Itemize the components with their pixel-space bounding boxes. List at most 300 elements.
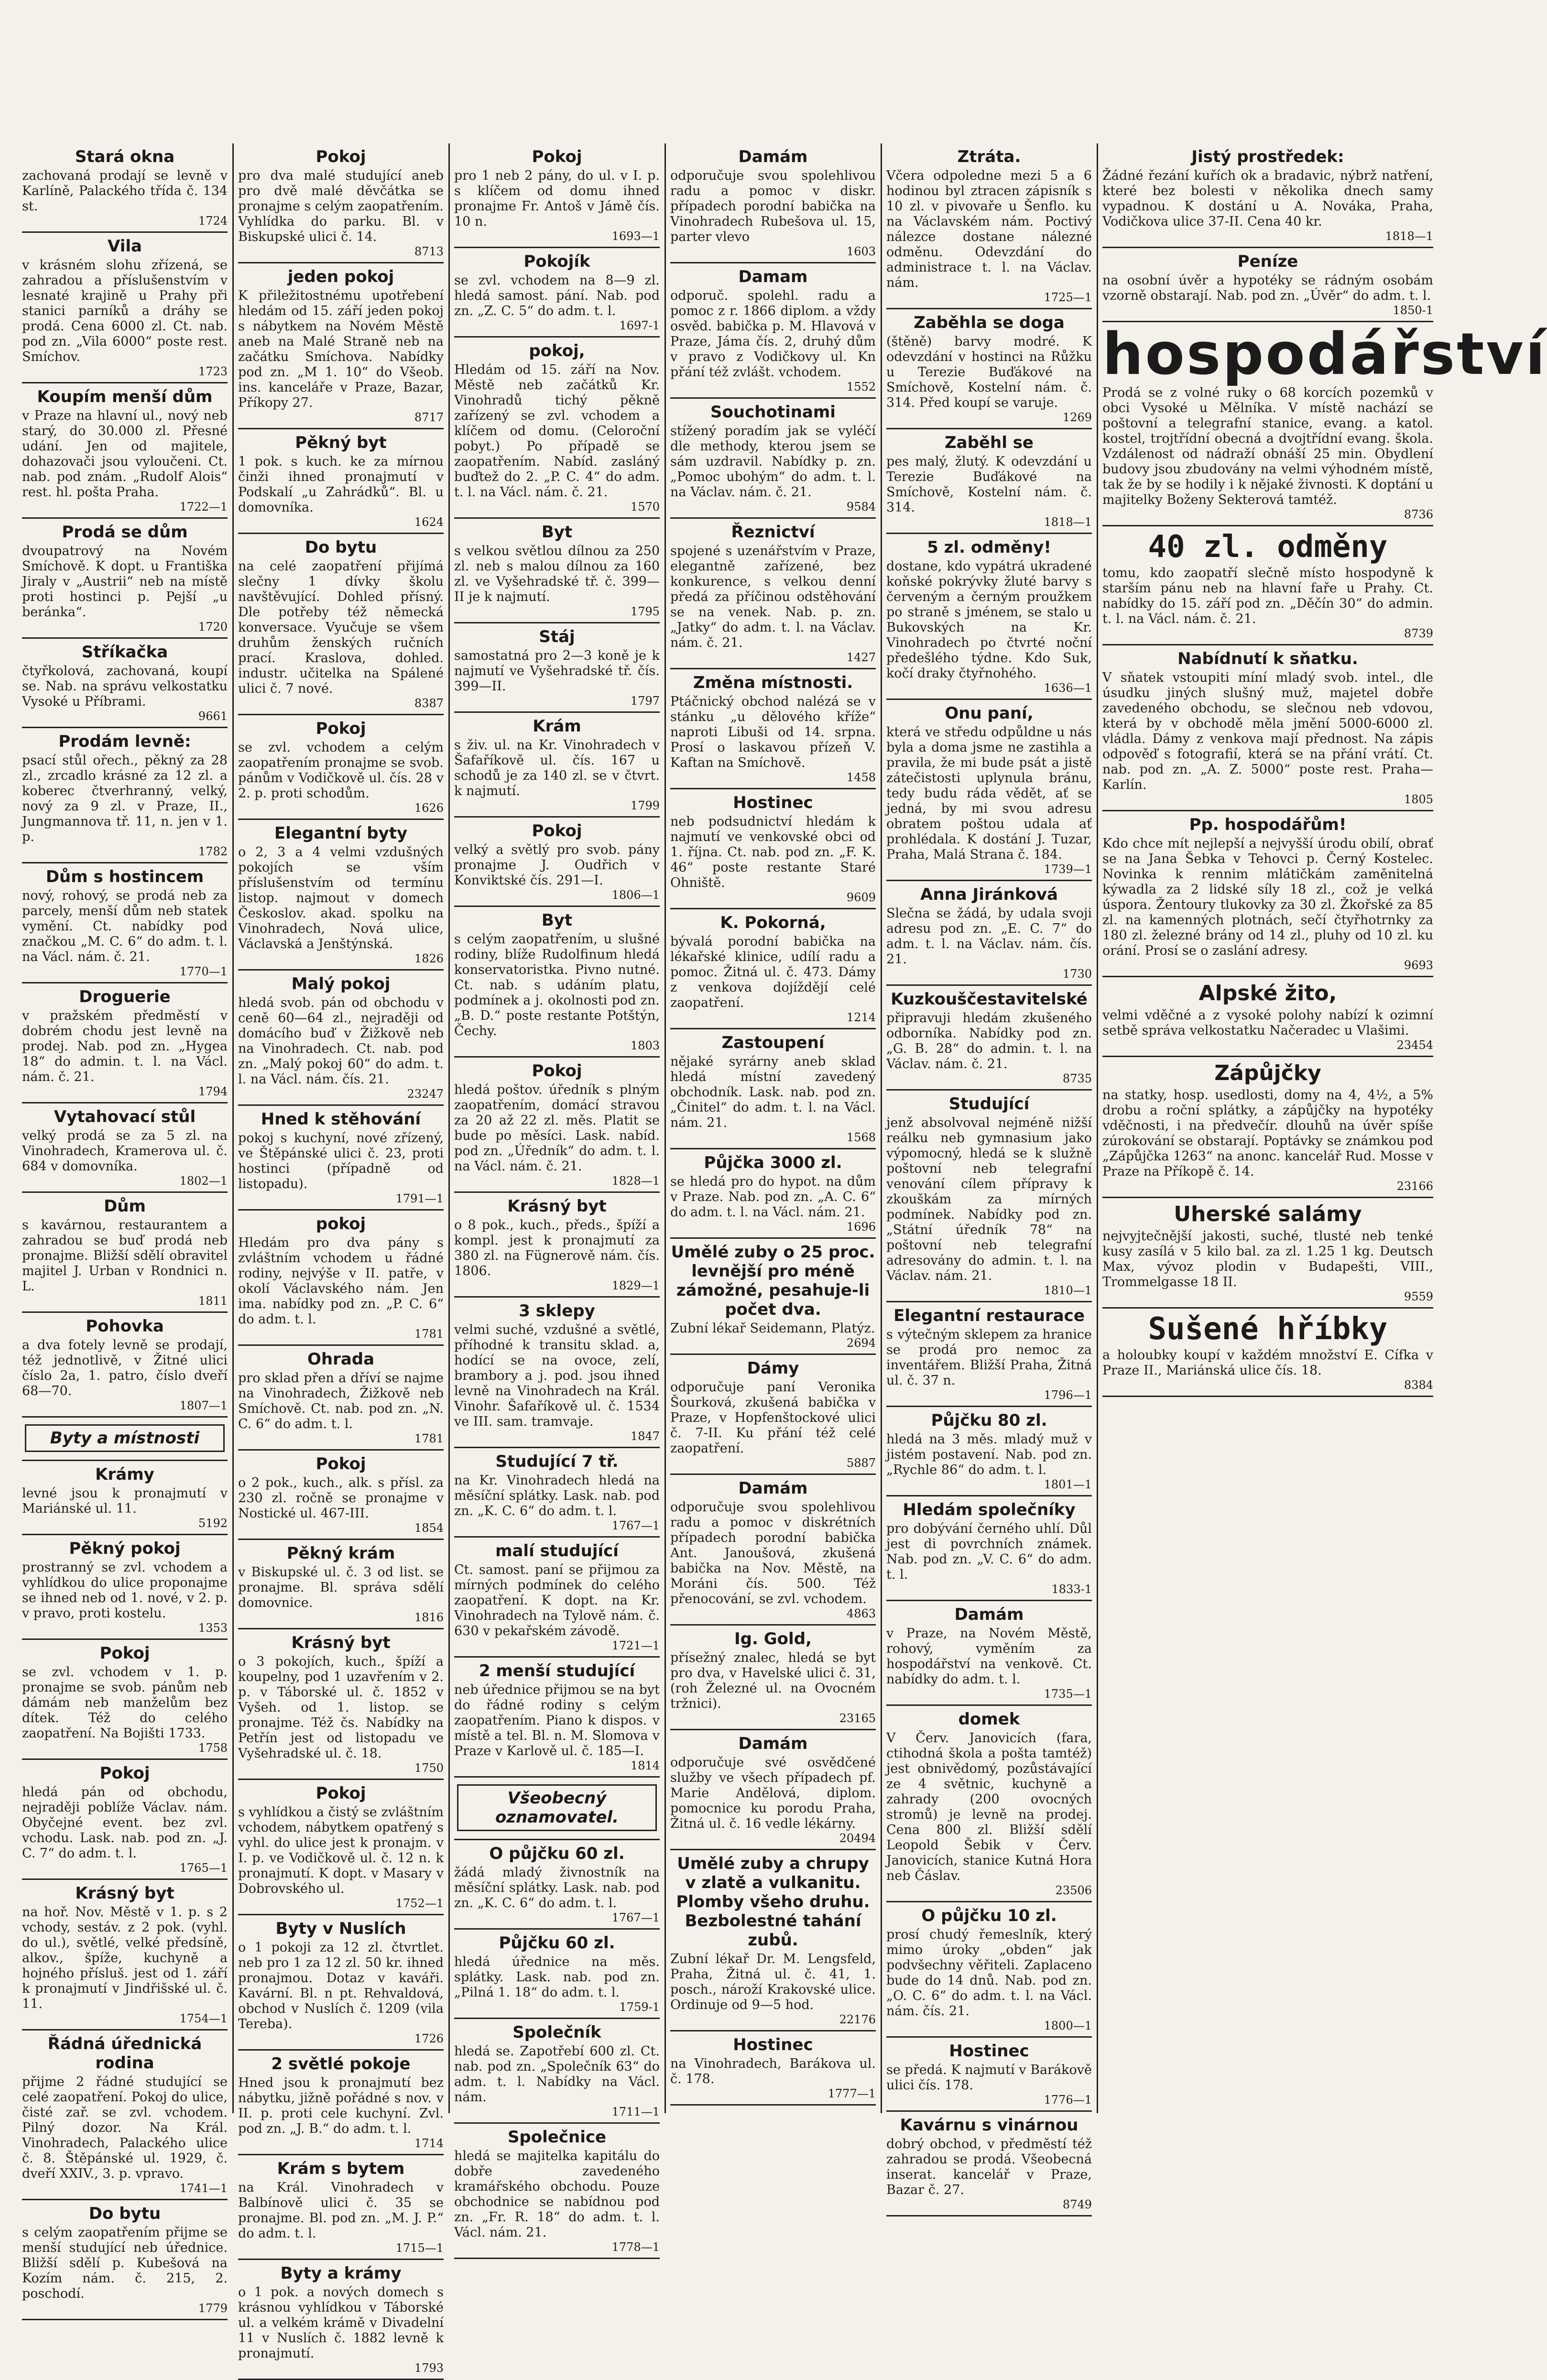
ad-title: Kuzkouščestavitelské xyxy=(891,990,1088,1009)
ad-number: 1721—1 xyxy=(611,1639,660,1652)
classified-ad xyxy=(454,143,660,248)
classified-ad xyxy=(454,1840,660,1930)
ad-title: malí studující xyxy=(495,1541,619,1561)
ad-number: 1828—1 xyxy=(611,1174,660,1188)
ad-body: hledá pán od obchodu, nejraději poblíže Václav. nám. Obyčejné event. bez zvl. vchodu. Lask. nab. pod zn. „J. C. 7“ do adm. t. l. xyxy=(22,1785,228,1861)
ad-title: Krámy xyxy=(95,1465,154,1484)
ad-number: 1794 xyxy=(198,1085,228,1098)
ad-title: Zastoupení xyxy=(721,1033,825,1052)
classified-ad xyxy=(1102,645,1433,811)
classified-ad xyxy=(1102,1057,1433,1198)
classified-ad xyxy=(454,248,660,338)
ad-number: 1805 xyxy=(1404,793,1433,806)
ad-body: hledá na 3 měs. mladý muž v jistém postavení. Nab. pod zn. „Rychle 86“ do adm. t. l. xyxy=(886,1432,1092,1477)
ad-number: 1803 xyxy=(630,1039,660,1052)
classified-ad xyxy=(670,1730,876,1850)
ad-body: hledá se majitelka kapitálu do dobře zavedeného kramářského obchodu. Pouze obchodnice se nabídnou pod zn. „Fr. R. 18“ do adm. t. l. Václ. nám. 21. xyxy=(454,2149,660,2240)
column-rule xyxy=(448,143,450,2113)
ad-title: Alpské žito, xyxy=(1198,981,1337,1005)
ad-body: na celé zaopatření přijímá slečny 1 dívky školu navštěvující. Dohled přísný. Dle potřeby též německá konversace. Vyučuje se všem druhům ženských ručních prací. Kraslova, dohled. industr. učitelka na Spálené ulici č. 7 nové. xyxy=(238,559,444,696)
ad-title: Zaběhla se doga xyxy=(914,313,1065,332)
ad-title: 40 zl. odměny xyxy=(1148,529,1388,565)
ad-body: Hned jsou k pronajmutí bez nábytku, jižně pořádné s nov. v II. p. proti cele kuchyní. Zvl. pod zn. „J. B.“ do adm. t. l. xyxy=(238,2075,444,2136)
classified-ad xyxy=(886,1302,1092,1407)
ad-body: hledá svob. pán od obchodu v ceně 60—64 zl., nejraději od domácího buď v Žižkově neb na Vinohradech. Ct. nab. pod zn. „Malý pokoj 60“ do adm. t. l. na Václ. nám. čís. 21. xyxy=(238,995,444,1087)
ad-number: 9693 xyxy=(1404,959,1433,972)
ad-body: Včera odpoledne mezi 5 a 6 hodinou byl ztracen zápisník s 10 zl. v pivovaře u Šenflo. ku na Václavském nám. Poctivý nálezce dostane nálezné odměnu. Odevzdání do administrace t. l. na Václav. nám. xyxy=(886,168,1092,290)
ad-title: Studující xyxy=(948,1094,1030,1114)
ad-number: 1799 xyxy=(630,799,660,812)
ad-title: Byt xyxy=(541,523,573,542)
ad-body: na Vinohradech, Barákova ul. č. 178. xyxy=(670,2056,876,2086)
ad-number: 1806—1 xyxy=(611,888,660,902)
ad-body: pes malý, žlutý. K odevzdání u Terezie Buďákové na Smíchově, Kostelní nám. č. 314. xyxy=(886,454,1092,515)
classified-ad xyxy=(22,383,228,519)
classified-ad xyxy=(886,1601,1092,1706)
ad-body: Hledám od 15. září na Nov. Městě neb začátků Kr. Vinohradů tichý pěkně zařízený se zvl. vchodem a klíčem od domu. (Celoroční pobyt.) Po případě se zaopatřením. Nabíd. zasláný buďtež do 2. „P. C. 4“ do adm. t. l. na Václ. nám. č. 21. xyxy=(454,362,660,500)
ad-title: Dům xyxy=(104,1197,146,1216)
classified-ad xyxy=(886,143,1092,309)
ad-body: připravuji hledám zkušeného odborníka. Nabídky pod zn. „G. B. 28“ do admin. t. l. na Václav. nám. č. 21. xyxy=(886,1011,1092,1071)
ad-title: Pěkný pokoj xyxy=(69,1539,181,1558)
ad-title: Hostinec xyxy=(949,2042,1029,2061)
classified-ad xyxy=(1102,811,1433,977)
ad-number: 9559 xyxy=(1404,1290,1433,1303)
ad-number: 1793 xyxy=(414,2361,444,2375)
ad-body: hledá úřednice na měs. splátky. Lask. nab. pod zn. „Pilná 1. 18“ do adm. t. l. xyxy=(454,1954,660,2000)
ad-body: nejvyjtečnější jakosti, suché, tlusté neb tenké kusy zasílá v 5 kilo bal. za zl. 1.25 1 kg. Deutsch Max, vývoz plodin v Budapešti, VIII., Trommelgasse 18 II. xyxy=(1102,1229,1433,1289)
ad-body: o 2, 3 a 4 velmi vzdušných pokojích se vším příslušenstvím od termínu listop. najmout v domech Českoslov. akad. spolku na Vinohradech, Nová ulice, Václavská a Jenštýnská. xyxy=(238,845,444,951)
ad-body: odporučuje svou spolehlivou radu a pomoc v diskrétních případech porodní babička Ant. Janoušová, zkušená babička na Nov. Městě, na Moráni čís. 500. Též přenocování, se zvl. vchodem. xyxy=(670,1500,876,1606)
ad-body: Ptáčnický obchod nalézá se v stánku „u dělového kříže“ naproti Libuši od 14. srpna. Prosí o laskavou přízeň V. Kaftan na Smíchově. xyxy=(670,694,876,770)
ad-body: Kdo chce mít nejlepší a nejvyšší úrodu obilí, obrať se na Jana Šebka v Tehovci p. Černý Kostelec. Novinka k rennim mlátičkám zaměnitelná kýwadla za 2 lidské síly 18 zl., což je velká úspora. Žentoury tlukovky za 30 zl. Žkořské za 85 zl. na kamenných plotnách, sečí čtyřhotrnky za 180 zl. železné brány od 14 zl., pluhy od 10 zl. ku orání. Prosí se o zaslání adresy. xyxy=(1102,836,1433,958)
ad-body: na Kr. Vinohradech hledá na měsíční splátky. Lask. nab. pod zn. „K. C. 6“ do adm. t. l. xyxy=(454,1473,660,1518)
ad-number: 1568 xyxy=(846,1131,876,1144)
ad-title: Byt xyxy=(541,911,573,930)
ad-title: Pp. hospodářům! xyxy=(1189,815,1347,834)
column-4 xyxy=(666,143,880,2113)
ad-body: žádá mladý živnostník na měsíční splátky. Lask. nab. pod zn. „K. C. 6“ do adm. t. l. xyxy=(454,1865,660,1911)
ad-title: Prodám levně: xyxy=(58,732,191,751)
ad-title: Řeznictví xyxy=(731,523,815,542)
ad-number: 1741—1 xyxy=(179,2182,228,2195)
ad-body: Zubní lékař Dr. M. Lengsfeld, Praha, Žitná ul. č. 41, 1. posch., nároží Krakovské ulice. Ordinuje od 9—5 hod. xyxy=(670,1952,876,2012)
classified-ad xyxy=(238,820,444,971)
classified-ad xyxy=(886,2112,1092,2216)
ad-number: 1552 xyxy=(846,380,876,393)
ad-number: 1214 xyxy=(846,1011,876,1024)
ad-body: spojené s uzenářstvím v Praze, elegantně zařízené, bez konkurence, s velkou denní předá za příčinou odstěhování se na venek. Nab. p. zn. „Jatky“ do adm. t. l. na Václav. nám. č. 21. xyxy=(670,544,876,650)
ad-title: Pokoj xyxy=(532,1061,582,1081)
classified-ad xyxy=(670,143,876,263)
ad-number: 1693—1 xyxy=(611,229,660,243)
ad-body: se předá. K najmutí v Barákově ulici čís. 178. xyxy=(886,2063,1092,2093)
newspaper-page xyxy=(18,143,1547,2375)
classified-ad xyxy=(238,1780,444,1915)
ad-body: 1 pok. s kuch. ke za mírnou činži ihned pronajmutí v Podskalí „u Zahrádků“. Bl. u domovníka. xyxy=(238,454,444,515)
ad-number: 1778—1 xyxy=(611,2240,660,2254)
ad-title: Změna místnosti. xyxy=(693,673,853,692)
ad-title: O půjčku 10 zl. xyxy=(921,1906,1057,1925)
ad-title: Pokoj xyxy=(316,147,366,166)
ad-number: 1776—1 xyxy=(1044,2093,1092,2107)
classified-ad xyxy=(22,143,228,233)
ad-body: pro dva malé studující aneb pro dvě malé děvčátka se pronajme s celým zaopatřením. Vyhlídka do parku. Bl. v Biskupské ulici č. 14. xyxy=(238,168,444,244)
ad-body: velký a světlý pro svob. pány pronajme J. Oudřich v Konviktské čís. 291—I. xyxy=(454,842,660,888)
classified-ad xyxy=(22,983,228,1103)
ad-title: Byty v Nuslích xyxy=(275,1919,406,1938)
column-3 xyxy=(450,143,664,2254)
ad-body: o 8 pok., kuch., předs., špíží a kompl. jest k pronajmutí za 380 zl. na Fügnerově nám. čís. 1806. xyxy=(454,1218,660,1278)
classified-ad xyxy=(670,1355,876,1475)
ad-number: 1797 xyxy=(630,694,660,708)
classified-ad xyxy=(238,263,444,429)
ad-title: Krám xyxy=(533,717,581,736)
ad-title: Všeobecný oznamovatel. xyxy=(457,1784,657,1831)
classified-ad xyxy=(22,863,228,983)
classified-ad xyxy=(886,429,1092,534)
ad-body: s kavárnou, restaurantem a zahradou se buď prodá neb pronajme. Bližší sdělí obravitel majitel J. Urban v Rondnici n. L. xyxy=(22,1218,228,1294)
classified-ad xyxy=(238,1451,444,1540)
ad-number: 1814 xyxy=(630,1759,660,1772)
ad-title: Půjčku 60 zl. xyxy=(499,1933,615,1953)
ad-title: Hostinec xyxy=(733,2035,813,2054)
ad-title: Damám xyxy=(738,1479,808,1498)
ad-body: v krásném slohu zřízená, se zahradou a příslušenstvím v lesnaté krajině u Prahy při stanici parníků a dráhy se prodá. Cena 6000 zl. Ct. nab. pod zn. „Vila 6000“ poste rest. Smíchov. xyxy=(22,258,228,364)
ad-title: Pokoj xyxy=(99,1644,150,1663)
ad-body: pro dobývání černého uhlí. Důl jest di povrchních známek. Nab. pod zn. „V. C. 6“ do adm. t. l. xyxy=(886,1521,1092,1582)
ad-body: prostranný se zvl. vchodem a vyhlídkou do ulice proponajme se ihned neb od 1. nové, v 2. p. v pravo, proti kostelu. xyxy=(22,1560,228,1621)
ad-title: Souchotinami xyxy=(710,403,836,422)
ad-body: K přiležitostnému upotřebení hledám od 15. září jeden pokoj s nábytkem na Novém Městě aneb na Malé Straně neb na začátku Smíchova. Nabídky pod zn. „M 1. 10“ do Všeob. ins. kanceláře v Praze, Bazar, Příkopy 27. xyxy=(238,288,444,410)
classified-ad xyxy=(238,1106,444,1211)
ad-title: Byty a místnosti xyxy=(25,1424,225,1452)
ad-body: dobrý obchod, v předměstí též zahradou se prodá. Všeobecná inserat. kancelář v Praze, Bazar č. 27. xyxy=(886,2137,1092,2197)
ad-title: Hned k stěhování xyxy=(261,1110,421,1129)
column-6 xyxy=(1099,143,1547,2113)
ad-number: 1850-1 xyxy=(1393,304,1433,317)
ad-number: 1829—1 xyxy=(611,1279,660,1292)
classified-ad xyxy=(238,1629,444,1780)
classified-ad xyxy=(670,1029,876,1149)
ad-number: 1777—1 xyxy=(828,2087,876,2100)
classified-ad xyxy=(886,1706,1092,1902)
classified-ad xyxy=(454,1298,660,1448)
ad-number: 1752—1 xyxy=(395,1897,444,1910)
ad-title: Pokoj xyxy=(316,1454,366,1474)
classified-ad xyxy=(670,669,876,789)
ad-body: s celým zaopatřením, u slušné rodiny, blíže Rudolfinum hledá konservatoristka. Pivno nutné. Ct. nab. s udáním platu, podmínek a j. okolnosti pod zn. „B. D.“ poste restante Potštýn, Čechy. xyxy=(454,932,660,1038)
classified-ad xyxy=(454,623,660,713)
ad-body: přísežný znalec, hledá se byt pro dva, v Havelské ulici č. 31, (roh Železné ul. na Ovocném tržnici). xyxy=(670,1650,876,1711)
classified-ad xyxy=(22,2031,228,2200)
ad-title: Pokoj xyxy=(316,719,366,738)
classified-ad xyxy=(1102,143,1433,248)
ad-body: (štěně) barvy modré. K odevzdání v hostinci na Růžku u Terezie Buďákové na Smíchově, Kostelní nám. č. 314. Před koupí se varuje. xyxy=(886,334,1092,410)
ad-title: Společnice xyxy=(507,2128,607,2147)
ad-title: Řádná úřednická rodina xyxy=(47,2034,202,2073)
classified-ad xyxy=(238,1540,444,1629)
ad-body: dostane, kdo vypátrá ukradené koňské pokrývky žluté barvy s červeným a černým proužkem po straně s jménem, se stalo u Bukovských na Kr. Vinohradech po čtvrté noční předešlého týdne. Kdo Suk, kočí draky čtyřnohého. xyxy=(886,559,1092,681)
ad-number: 1722—1 xyxy=(179,500,228,513)
classified-ad xyxy=(22,1760,228,1880)
ad-body: tomu, kdo zaopatří slečně místo hospodyně k starším pánu neb na hlavní faře u Prahy. Ct. nabídky do 15. září pod zn. „Děčín 30“ do admin. t. l. na Václ. nám. č. 21. xyxy=(1102,566,1433,626)
ad-body: bývalá porodní babička na lékařské klinice, udílí radu a pomoc. Žitná ul. č. 473. Dámy z venkova dojíždějí celé zaopatření. xyxy=(670,934,876,1010)
ad-body: nový, rohový, se prodá neb za parcely, menší dům neb statek vymění. Ct. nabídky pod značkou „M. C. 6“ do adm. t. l. na Václ. nám. č. 21. xyxy=(22,888,228,964)
ad-number: 1697-1 xyxy=(619,319,660,332)
classified-ad xyxy=(22,1640,228,1760)
ad-body: jenž absolvoval nejméně nižší reálku neb gymnasium jako výpomocný, hledá se k služně poštovní neb telegrafní venování cílem přípravy k zkouškám za mírných podmínek. Nabídky pod zn. „Státní úředník 78“ na poštovní neb telegrafní adresovány do admin. t. l. na Václav. nám. 21. xyxy=(886,1115,1092,1283)
ad-body: odporučuje své osvědčené služby ve všech případech pf. Marie Andělová, diplom. pomocnice ku porodu Praha, Žitná ul. č. 16 vedle lékárny. xyxy=(670,1755,876,1831)
classified-ad xyxy=(670,2031,876,2106)
ad-title: Dům s hostincem xyxy=(45,867,204,886)
ad-body: se zvl. vchodem a celým zaopatřením pronajme se svob. pánům v Vodičkově ul. čís. 28 v 2. p. proti schodům. xyxy=(238,740,444,801)
classified-ad xyxy=(886,700,1092,881)
classified-ad xyxy=(670,1149,876,1239)
ad-number: 23506 xyxy=(1055,1884,1092,1897)
ad-number: 23166 xyxy=(1396,1179,1433,1193)
column-rule xyxy=(665,143,666,2113)
ad-number: 1714 xyxy=(414,2137,444,2150)
ad-number: 1730 xyxy=(1062,967,1092,981)
classified-ad xyxy=(1102,1198,1433,1309)
classified-ad xyxy=(1102,248,1433,322)
ad-body: na statky, hosp. usedlosti, domy na 4, 4½, a 5% drobu a roční splátky, a zápůjčky na hypotéky vděčnosti, i na předvečír. dlouhů na úvěr spíše zúrokování se obstarají. Poptávky se známkou pod „Zápůjčka 1263“ na anonc. kancelář Rud. Mosse v Praze na Příkopě č. 14. xyxy=(1102,1088,1433,1179)
ad-body: o 1 pokoji za 12 zl. čtvrtlet. neb pro 1 za 12 zl. 50 kr. ihned pronajmou. Dotaz v kaváři. Kavární. Bl. n pt. Rehvaldová, obchod v Nuslích č. 1209 (vila Tereba). xyxy=(238,1940,444,2031)
ad-title: Půjčka 3000 zl. xyxy=(704,1153,842,1172)
ad-number: 9584 xyxy=(846,500,876,513)
classified-ad xyxy=(22,639,228,728)
ad-number: 1791—1 xyxy=(395,1192,444,1205)
ad-number: 1759-1 xyxy=(619,2000,660,2014)
ad-title: 5 zl. odměny! xyxy=(927,538,1051,557)
ad-number: 1726 xyxy=(414,2032,444,2045)
ad-number: 8387 xyxy=(414,697,444,710)
ad-number: 1781 xyxy=(414,1327,444,1341)
classified-ad xyxy=(22,1103,228,1193)
classified-ad xyxy=(454,713,660,818)
ad-number: 1818—1 xyxy=(1044,515,1092,529)
ad-title: Studující 7 tř. xyxy=(495,1452,619,1471)
ad-body: s celým zaopatřením přijme se menší studující neb úřednice. Bližší sdělí p. Kubešová na Kozím nám. č. 215, 2. poschodí. xyxy=(22,2225,228,2301)
ad-number: 23165 xyxy=(839,1712,876,1725)
ad-number: 1779 xyxy=(198,2302,228,2315)
classified-ad xyxy=(670,263,876,399)
ad-title: Damám xyxy=(738,1734,808,1753)
ad-title: Pokoj xyxy=(532,147,582,166)
ad-title: Anna Jiránková xyxy=(920,885,1058,904)
ad-body: neb podsudnictví hledám k najmutí ve venkovské obci od 1. října. Ct. nab. pod zn. „F. K. 46“ poste restante Staré Ohniště. xyxy=(670,814,876,890)
classified-ad xyxy=(886,881,1092,986)
ad-body: čtyřkolová, zachovaná, koupí se. Nab. na správu velkostatku Vysoké u Příbrami. xyxy=(22,664,228,709)
ad-body: Zubní lékař Seidemann, Platýz. xyxy=(670,1321,875,1336)
ad-body: velmi vděčné a z vysoké polohy nabízí k ozimní setbě správa velkostatku Načeradec u Vlašimi. xyxy=(1102,1008,1433,1038)
ad-title: Krásný byt xyxy=(75,1884,174,1903)
ad-number: 23454 xyxy=(1396,1038,1433,1052)
ad-title: Vila xyxy=(108,237,142,256)
ad-body: odporučuje svou spolehlivou radu a pomoc v diskr. případech porodní babička na Vinohradech Rubešova ul. 15, parter vlevo xyxy=(670,168,876,244)
ad-body: s velkou světlou dílnou za 250 zl. neb s malou dílnou za 160 zl. ve Vyšehradské tř. č. 399—II je k najmutí. xyxy=(454,544,660,604)
ad-body: se hledá pro do hypot. na dům v Praze. Nab. pod zn. „A. C. 6“ do adm. t. l. na Václ. nám. 21. xyxy=(670,1174,876,1220)
ad-title: Hostinec xyxy=(733,793,813,812)
classified-ad xyxy=(886,1902,1092,2038)
ad-number: 8384 xyxy=(1404,1378,1433,1392)
ad-title: Půjčku 80 zl. xyxy=(931,1411,1047,1430)
ad-body: psací stůl ořech., pěkný za 28 zl., zrcadlo krásné za 12 zl. a koberec čtverhranný, velký, nový za 9 zl. v Praze, II., Jungmannova tř. 11, n. jen v 1. p. xyxy=(22,753,228,844)
classified-ad xyxy=(670,909,876,1029)
ad-number: 1723 xyxy=(198,365,228,378)
classified-ad xyxy=(886,1091,1092,1302)
ad-title: Společník xyxy=(512,2023,601,2042)
ad-title: Pohovka xyxy=(86,1317,164,1336)
ad-number: 4863 xyxy=(846,1607,876,1620)
ad-body: s výtečným sklepem za hranice se prodá pro nemoc za inventářem. Bližší Praha, Žitná ul. č. 37 n. xyxy=(886,1327,1092,1388)
classified-ad xyxy=(1102,1309,1433,1397)
ad-number: 1624 xyxy=(414,515,444,529)
ad-body: V Červ. Janovicích (fara, ctihodná škola a pošta tamtéž) jest obnivědomý, pozůstávající ze 4 světnic, kuchyně a zahrady (200 ovocných stromů) je levně na prodej. Cena 800 zl. Bližší sdělí Leopold Šebik v Červ. Janovicích, stanice Kutná Hora neb Čáslav. xyxy=(886,1731,1092,1883)
classified-ad xyxy=(22,1461,228,1535)
ad-number: 1427 xyxy=(846,651,876,664)
ad-number: 22176 xyxy=(839,2013,876,2026)
ad-number: 1800—1 xyxy=(1044,2019,1092,2032)
classified-ad xyxy=(1102,977,1433,1057)
ad-number: 1767—1 xyxy=(611,1519,660,1532)
ad-number: 1570 xyxy=(630,500,660,513)
ad-title: Krásný byt xyxy=(507,1197,607,1216)
classified-ad xyxy=(1102,526,1433,645)
ad-number: 1458 xyxy=(846,771,876,784)
ad-body: pro sklad přen a dříví se najme na Vinohradech, Žižkově neb Smíchově. Ct. nab. pod zn. „N. C. 6“ do adm. t. l. xyxy=(238,1371,444,1431)
ad-title: Zaběhl se xyxy=(945,433,1034,452)
classified-ad xyxy=(454,1538,660,1658)
ad-title: Damám xyxy=(954,1605,1024,1624)
ad-title: Do bytu xyxy=(88,2204,161,2223)
ad-body: dvoupatrový na Novém Smíchově. K dopt. u Františka Jiraly v „Austrii“ neb na místě proti hostinci p. Pejší „u beránka“. xyxy=(22,544,228,620)
classified-ad xyxy=(454,1778,660,1840)
ad-body: zachovaná prodají se levně v Karlíně, Palackého třída č. 134 st. xyxy=(22,168,228,214)
classified-ad xyxy=(670,1475,876,1626)
ad-title: Sušené hříbky xyxy=(1148,1311,1388,1347)
classified-ad xyxy=(454,519,660,623)
classified-ad xyxy=(886,2038,1092,2112)
ad-body: velmi suché, vzdušné a světlé, příhodné k transitu sklad. a, hodící se na ovoce, zelí, brambory a j. pod. jsou ihned levně na Vinohradech na Král. Vinohr. Šafaříkově ul. č. 1534 ve III. sam. tramvaje. xyxy=(454,1322,660,1429)
ad-body: přijme 2 řádné studující se celé zaopatření. Pokoj do ulice, čisté zař. se zvl. vchodem. Pilný dozor. Na Král. Vinohradech, Palackého ulice č. 8. Štěpánské ul. 1929, č. dveří XXIV., 3. p. vpravo. xyxy=(22,2074,228,2181)
ad-number: 8749 xyxy=(1062,2198,1092,2211)
ad-number: 1735—1 xyxy=(1044,1687,1092,1701)
ad-title: Hledám společníky xyxy=(903,1500,1076,1519)
ad-title: Stříkačka xyxy=(81,643,168,662)
classified-ad xyxy=(670,1626,876,1730)
ad-title: Kavárnu s vinárnou xyxy=(900,2116,1079,2135)
classified-ad xyxy=(22,519,228,639)
ad-title: 3 sklepy xyxy=(519,1301,595,1321)
ad-title: Umělé zuby o 25 proc. levnější pro méně zámožné, pesahuje-li počet dva. xyxy=(671,1243,875,1319)
classified-ad xyxy=(22,728,228,863)
ad-title: O půjčku 60 zl. xyxy=(489,1844,625,1863)
ad-title: Ig. Gold, xyxy=(734,1629,812,1649)
classified-ad xyxy=(886,1496,1092,1601)
ad-number: 1353 xyxy=(198,1621,228,1635)
ad-title: Stáj xyxy=(539,627,575,646)
classified-ad xyxy=(670,789,876,909)
ad-title: Nabídnutí k sňatku. xyxy=(1177,649,1358,668)
ad-number: 1715—1 xyxy=(395,2241,444,2255)
ad-title: Elegantní byty xyxy=(274,824,408,843)
ad-title: Jistý prostředek: xyxy=(1191,147,1344,166)
ad-number: 1847 xyxy=(630,1430,660,1443)
ad-title: Vytahovací stůl xyxy=(54,1107,196,1126)
ad-body: Slečna se žádá, by udala svoji adresu pod zn. „E. C. 7“ do adm. t. l. na Václav. nám. čís. 21. xyxy=(886,906,1092,967)
ad-number: 1807—1 xyxy=(179,1399,228,1412)
ad-body: s vyhlídkou a čistý se zvláštním vchodem, nábytkem opatřený s vyhl. do ulice jest k pronajm. v I. p. ve Vodičkově ul. č. 12 n. k pronajmutí. K dopt. v Masary v Dobrovského ul. xyxy=(238,1805,444,1896)
ad-number: 1758 xyxy=(198,1741,228,1755)
ad-number: 1626 xyxy=(414,801,444,815)
ad-title: Pokojík xyxy=(523,252,590,271)
ad-title: jeden pokoj xyxy=(287,267,394,286)
ad-body: na Král. Vinohradech v Balbínově ulici č. 35 se pronajme. Bl. pod zn. „M. J. P.“ do adm. t. l. xyxy=(238,2180,444,2241)
ad-title: Elegantní restaurace xyxy=(893,1306,1085,1325)
ad-number: 1720 xyxy=(198,620,228,633)
ad-body: samostatná pro 2—3 koně je k najmutí ve Vyšehradské tř. čís. 399—II. xyxy=(454,648,660,694)
ad-title: Malý pokoj xyxy=(291,974,391,993)
ad-number: 1754—1 xyxy=(179,2012,228,2025)
classified-ad xyxy=(886,986,1092,1091)
column-rule xyxy=(232,143,234,2113)
ad-body: v Biskupské ul. č. 3 od list. se pronajme. Bl. správa sdělí domovnice. xyxy=(238,1565,444,1610)
classified-ad xyxy=(238,2051,444,2155)
classified-ad xyxy=(22,1535,228,1640)
classified-ad xyxy=(886,309,1092,429)
ad-title: Prodá se dům xyxy=(62,523,188,542)
ad-number: 1811 xyxy=(198,1294,228,1308)
classified-ad xyxy=(670,519,876,669)
ad-body: pokoj s kuchyní, nové zřízený, ve Štěpánské ulici č. 23, proti hostinci (případně od listopadu). xyxy=(238,1131,444,1191)
ad-body: Hledám pro dva pány s zvláštním vchodem u řádné rodiny, nejvýše v II. patře, v okolí Václavského nám. Jen ima. nabídky pod zn. „P. C. 6“ do adm. t. l. xyxy=(238,1235,444,1327)
classified-ad xyxy=(238,971,444,1106)
ad-title: Do bytu xyxy=(305,538,377,557)
ad-body: odporučuje paní Veronika Šourková, zkušená babička v Praze, v Hopfenštockové ulici č. 7-II. Ku přání též celé zaopatření. xyxy=(670,1380,876,1456)
classified-ad xyxy=(670,1239,876,1355)
ad-number: 1796—1 xyxy=(1044,1388,1092,1402)
ad-body: v Praze, na Novém Městě, rohový, vyměním za hospodářství na venkově. Ct. nabídky do adm. t. l. xyxy=(886,1626,1092,1687)
ad-number: 8736 xyxy=(1404,508,1433,521)
column-rule xyxy=(1097,143,1098,2113)
classified-ad xyxy=(454,818,660,907)
ad-title: Peníze xyxy=(1237,252,1298,271)
ad-title: Pěkný krám xyxy=(286,1544,395,1563)
ad-title: 2 světlé pokoje xyxy=(271,2054,411,2074)
ad-title: Umělé zuby a chrupy v zlatě a vulkanitu. Plomby všeho druhu. Bezbolestné tahání zubů. xyxy=(676,1854,870,1950)
ad-number: 1781 xyxy=(414,1432,444,1445)
ad-title: pokoj xyxy=(316,1214,366,1234)
classified-ad xyxy=(238,1346,444,1451)
ad-title: Zápůjčky xyxy=(1214,1061,1321,1085)
ad-title: Ztráta. xyxy=(957,147,1021,166)
ad-number: 8739 xyxy=(1404,627,1433,640)
ad-number: 9609 xyxy=(846,891,876,904)
ad-title: Pokoj xyxy=(532,821,582,841)
ad-number: 8717 xyxy=(414,411,444,424)
ad-number: 1854 xyxy=(414,1521,444,1535)
ad-body: levné jsou k pronajmutí v Mariánské ul. 11. xyxy=(22,1486,228,1516)
ad-body: nějaké syrárny aneb sklad hledá místní zavedený obchodník. Lask. nab. pod zn. „Činitel“ do adm. t. l. na Václ. nám. 21. xyxy=(670,1054,876,1130)
ad-body: se zvl. vchodem na 8—9 zl. hledá samost. pání. Nab. pod zn. „Z. C. 5“ do adm. t. l. xyxy=(454,273,660,318)
ad-title: Droguerie xyxy=(79,987,171,1006)
ad-number: 8735 xyxy=(1062,1072,1092,1085)
ad-body: o 1 pok. a nových domech s krásnou vyhlídkou v Táborské ul. a velkém krámě v Divadelní 11 v Nuslích č. 1882 levně k pronajmutí. xyxy=(238,2285,444,2361)
ad-number: 1765—1 xyxy=(179,1861,228,1875)
ad-body: pro 1 neb 2 pány, do ul. v I. p. s klíčem od domu ihned pronajme Fr. Antoš v Jámě čís. 10 n. xyxy=(454,168,660,229)
